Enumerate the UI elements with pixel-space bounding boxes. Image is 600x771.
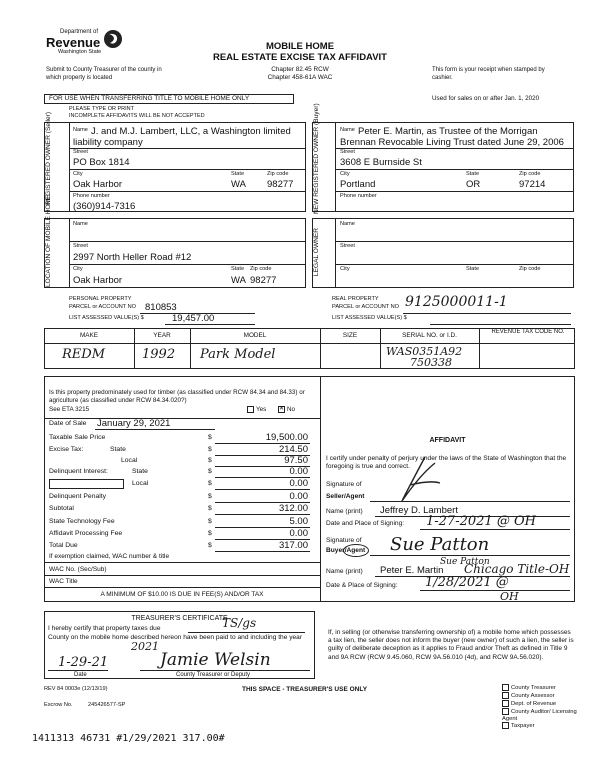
seller-name-2: liability company — [73, 137, 143, 148]
affidavit-title: AFFIDAVIT — [429, 437, 466, 444]
logo-dept: Department of — [60, 29, 99, 35]
cell-serial-2: 750338 — [410, 356, 452, 369]
seller-signature — [380, 455, 460, 505]
chapter-rcw: Chapter 82.45 RCW — [271, 66, 329, 73]
fraud-note: If, in selling (or otherwise transferring ownership of) a mobile home which possesses a tax lien, the seller does not inform the buyer (new owner) of such a lien, the seller is guilty of deliberate deception as it applies to Fraud and/or Theft as defined in Title 9 and 9A RCW (RCW 9.45.060, RCW 9A.56.010 (4d), and RCW 9A.56.020). — [328, 629, 574, 661]
buyer-place-handwritten: Chicago Title-OH — [464, 562, 570, 576]
escrow-no: 245426577-SP — [88, 702, 126, 708]
treasurer-year: 2021 — [131, 640, 159, 653]
type-note-1: PLEASE TYPE OR PRINT — [69, 106, 135, 112]
buyer-date-place-2: OH — [500, 590, 519, 603]
timber-no: ✕ No — [279, 406, 296, 414]
cell-make: REDM — [62, 347, 106, 362]
buyer-signature: Sue Patton — [390, 534, 490, 555]
total-due: 317.00 — [278, 540, 308, 551]
location-city: Oak Harbor — [73, 275, 123, 286]
delinquent-local: 0.00 — [289, 478, 308, 489]
buyer-city: Portland — [340, 179, 376, 190]
excise-state: 214.50 — [278, 444, 308, 455]
seller-phone: (360)914-7316 — [73, 201, 136, 212]
location-side-label: LOCATION OF MOBILE HOME — [45, 194, 52, 287]
excise-local: 97.50 — [284, 455, 308, 466]
seller-side-label: REGISTERED OWNER (Seller) — [45, 111, 52, 205]
real-parcel-no: 9125000011-1 — [405, 294, 508, 310]
buyer-print-handwritten: Sue Patton — [440, 557, 490, 567]
minimum-due-note: A MINIMUM OF $10.00 IS DUE IN FEE(S) AND/OR TAX — [100, 591, 264, 598]
buyer-street: 3608 E Burnside St — [340, 157, 422, 168]
col-revenue-code: REVENUE TAX CODE NO. — [491, 329, 565, 335]
cashier-stamp: 1411313 46731 #1/29/2021 317.00# — [32, 733, 225, 744]
legal-owner-box — [312, 218, 574, 288]
dor-logo — [46, 28, 126, 68]
copy-item: County Auditor/ Licensing Agent — [502, 709, 577, 722]
timber-no-checkbox[interactable]: ✕ — [279, 406, 285, 412]
delinquent-local-box — [49, 479, 124, 489]
buyer-date-place: 1/28/2021 @ — [425, 575, 509, 590]
dor-swirl-icon — [103, 28, 123, 50]
delinquent-penalty: 0.00 — [289, 491, 308, 502]
buyer-side-label: NEW REGISTERED OWNER (Buyer) — [313, 103, 320, 214]
timber-question: Is this property predominately used for timber (as classified under RCW 84.34 and 84.33) or agriculture (as classified under RCW 84.34.020?) — [49, 389, 305, 404]
seller-zip: 98277 — [267, 179, 294, 190]
copy-checkbox[interactable] — [502, 684, 509, 691]
buyer-print-name: Peter E. Martin — [380, 565, 444, 576]
seller-city: Oak Harbor — [73, 179, 123, 190]
technology-fee: 5.00 — [289, 516, 308, 527]
date-of-sale: January 29, 2021 — [97, 418, 171, 429]
delinquent-state: 0.00 — [289, 466, 308, 477]
taxable-sale-price: 19,500.00 — [265, 432, 308, 443]
buyer-state: OR — [466, 179, 481, 190]
seller-date-place: 1-27-2021 @ OH — [426, 514, 536, 529]
buyer-name-1: Peter E. Martin, as Trustee of the Morrigan — [358, 126, 538, 137]
seller-state: WA — [231, 179, 246, 190]
sales-note: Used for sales on or after Jan. 1, 2020 — [432, 95, 540, 102]
cell-serial-1: WAS0351A92 — [386, 345, 463, 358]
personal-parcel-no: 810853 — [145, 302, 177, 313]
cell-model: Park Model — [200, 347, 276, 362]
treasurer-title: TREASURER'S CERTIFICATE — [131, 615, 228, 622]
copy-distribution — [502, 684, 582, 730]
logo-state: Washington State — [58, 49, 102, 55]
rev-code: REV 84 0003e (12/13/19) — [44, 686, 108, 692]
type-note-2: INCOMPLETE AFFIDAVITS WILL BE NOT ACCEPTED — [69, 113, 205, 119]
space-note: THIS SPACE - TREASURER'S USE ONLY — [242, 686, 368, 693]
legal-side-label: LEGAL OWNER — [313, 227, 320, 277]
timber-see: See ETA 3215 — [49, 406, 90, 413]
buyer-zip: 97214 — [519, 179, 546, 190]
location-zip: 98277 — [250, 275, 277, 286]
col-make: MAKE — [79, 332, 99, 339]
treasurer-date: 1-29-21 — [58, 655, 109, 670]
col-year: YEAR — [153, 332, 171, 339]
affidavit-certify: I certify under penalty of perjury under the laws of the State of Washington that the foregoing is true and correct. — [326, 455, 567, 470]
seller-print-name: Jeffrey D. Lambert — [380, 505, 458, 516]
timber-yes-checkbox[interactable] — [247, 406, 254, 413]
location-street: 2997 North Heller Road #12 — [73, 252, 192, 263]
copy-item: County Assessor — [502, 692, 582, 700]
copy-checkbox[interactable] — [502, 692, 509, 699]
seller-street: PO Box 1814 — [73, 157, 130, 168]
copy-checkbox[interactable] — [502, 700, 509, 707]
form-title-2: REAL ESTATE EXCISE TAX AFFIDAVIT — [212, 52, 387, 63]
copy-checkbox[interactable] — [502, 722, 509, 729]
copy-item: County Treasurer — [502, 684, 582, 692]
chapter-wac: Chapter 458-61A WAC — [267, 74, 333, 81]
location-state: WA — [231, 275, 246, 286]
buyer-name-2: Brennan Revocable Living Trust dated June 29, 2006 — [340, 137, 564, 148]
affidavit-processing-fee: 0.00 — [289, 528, 308, 539]
copy-item: Taxpayer — [502, 722, 582, 730]
submit-note: Submit to County Treasurer of the county in which property is located — [46, 67, 162, 81]
logo-name: Revenue — [46, 35, 101, 50]
treasurer-county: TS/gs — [222, 616, 257, 630]
use-banner-text: FOR USE WHEN TRANSFERRING TITLE TO MOBILE HOME ONLY — [49, 95, 250, 102]
copy-checkbox[interactable] — [502, 708, 509, 715]
form-title-1: MOBILE HOME — [265, 41, 335, 52]
treasurer-signature: Jamie Welsin — [160, 650, 271, 670]
personal-assessed-value: 19,457.00 — [172, 313, 215, 324]
seller-name-1: J. and M.J. Lambert, LLC, a Washington limited — [91, 126, 291, 137]
timber-yes: Yes — [247, 406, 266, 413]
col-serial: SERIAL NO. or I.D. — [402, 332, 457, 339]
exemption-note: If exemption claimed, WAC number & title — [49, 553, 170, 560]
col-size: SIZE — [342, 332, 358, 339]
copy-item: Dept. of Revenue — [502, 700, 582, 708]
cell-year: 1992 — [142, 347, 176, 362]
col-model: MODEL — [243, 332, 267, 339]
receipt-note: This form is your receipt when stamped by cashier. — [432, 67, 545, 81]
subtotal: 312.00 — [278, 503, 308, 514]
agent-circle — [343, 544, 369, 557]
